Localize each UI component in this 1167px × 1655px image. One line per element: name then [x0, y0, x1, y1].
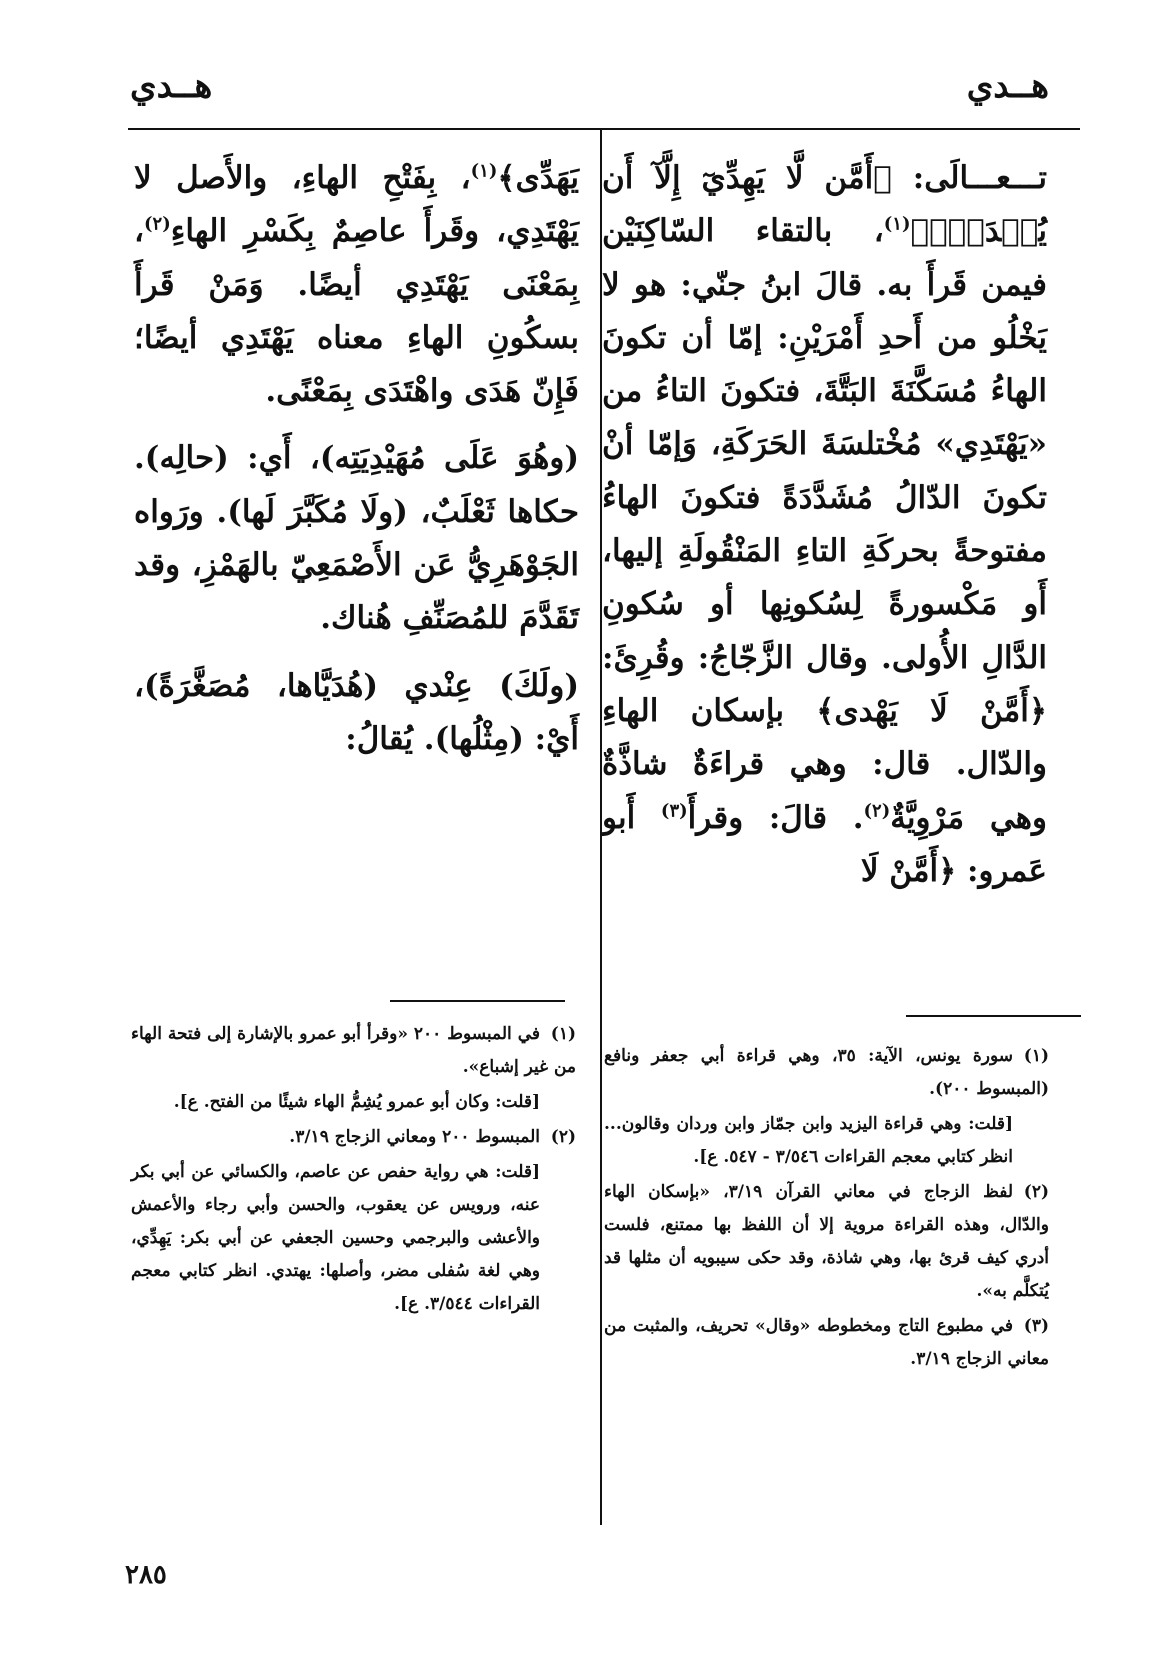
body-text: ، بِمَعْنَى يَهْتَدِي أيضًا. وَمَنْ قَرأَ بسكُونِ الهاءِ معناه يَهْتَدِي أيضًا؛ فَإِنّ هَدَى واهْتَدَى بِمَعْنًى.: [134, 213, 579, 410]
right-column-paragraph: [602, 152, 1047, 898]
footnote-text: سورة يونس، الآية: ٣٥، وهي قراءة أبي جعفر ونافع (المبسوط ٢٠٠).: [604, 1046, 1049, 1099]
footnote: [131, 1018, 576, 1084]
footnote-rule-left: [390, 1000, 565, 1002]
body-text: ، بِفَتْحِ الهاءِ، والأَصل لا يَهْتَدِي، وقَرأَ عاصِمٌ بِكَسْرِ الهاءِ: [134, 160, 579, 250]
footnote-ref: (٢): [863, 800, 891, 822]
footnote-number: (١): [550, 1024, 576, 1044]
footnote-text: في المبسوط ٢٠٠ «وقرأ أبو عمرو بالإشارة إلى فتحة الهاء من غير إشباع».: [131, 1024, 576, 1077]
footnote-number: (١): [1023, 1046, 1050, 1066]
left-column-paragraph: (ولَكَ) عِنْدي (هُدَيَّاها، مُصَغَّرَةً)، أَيْ: (مِثْلُها). يُقالُ:: [134, 667, 579, 757]
footnote-ref: (١): [883, 213, 911, 235]
header-rule: [128, 128, 1080, 130]
footnote: [604, 1176, 1049, 1308]
left-column-paragraph: (وهُوَ عَلَى مُهَيْدِيَتِه)، أَي: (حالِه). حكاها ثَعْلَبٌ، (ولَا مُكَبَّرَ لَها). ورَواه الجَوْهَرِيُّ عَن الأَصْمَعِيّ بالهَمْزِ، وقد تَقَدَّمَ للمُصَنِّفِ هُناك.: [134, 440, 579, 637]
footnote: [131, 1121, 576, 1154]
footnote: [604, 1310, 1049, 1376]
left-column-paragraph: [134, 152, 579, 418]
page-number: ٢٨٥: [125, 1560, 167, 1590]
footnote-continuation: [قلت: هي رواية حفص عن عاصم، والكسائي عن أبي بكر عنه، ورويس عن يعقوب، والحسن وأبي رجاء والأعمش والأعشى والبرجمي وحسين الجعفي عن أبي بكر: يَهِدِّي، وهي لغة سُفلى مضر، وأصلها: يهتدي. انظر كتابي معجم القراءات ٣/٥٤٤. ع].: [131, 1162, 540, 1314]
quran-quote: يَهَدِّى﴾: [497, 160, 579, 196]
footnote-text: لفظ الزجاج في معاني القرآن ٣/١٩، «بإسكان الهاء والدّال، وهذه القراءة مروية إلا أن اللفظ بها ممتنع، فلست أدري كيف قرئ بها، وهي شاذة، وقد حكى سيبويه أن مثلها قد يُتكلَّم به».: [604, 1182, 1049, 1301]
footnote-continuation: [قلت: وهي قراءة اليزيد وابن جمّاز وابن وردان وقالون... انظر كتابي معجم القراءات ٣/٥٤٦ - ٥٤٧. ع].: [604, 1114, 1013, 1167]
footnote: [604, 1040, 1049, 1106]
footnote-number: (٣): [1023, 1316, 1049, 1336]
footnote-number: (٢): [550, 1127, 576, 1147]
footnote-ref: (٢): [144, 213, 171, 235]
footnote-continuation: [قلت: وكان أبو عمرو يُشِمُّ الهاء شيئًا من الفتح. ع].: [173, 1092, 540, 1112]
footnote-number: (٢): [1023, 1182, 1049, 1202]
footnote-text: المبسوط ٢٠٠ ومعاني الزجاج ٣/١٩.: [289, 1127, 540, 1147]
footnote-ref: (٣): [660, 800, 688, 822]
body-text: . قالَ: وقرأَ: [687, 799, 864, 836]
footnote-ref: (١): [470, 160, 498, 182]
running-head-right: هــدي: [966, 66, 1049, 106]
right-column: [602, 152, 1047, 912]
footnote-rule-right: [906, 1015, 1081, 1017]
footnotes-right: [604, 1040, 1049, 1378]
left-column: [134, 152, 579, 780]
footnotes-left: [131, 1018, 576, 1323]
running-head-left: هــدي: [130, 66, 213, 106]
footnote-text: في مطبوع التاج ومخطوطه «وقال» تحريف، والمثبت من معاني الزجاج ٣/١٩.: [604, 1316, 1049, 1369]
body-text: أَبو عَمرو: ﴿أَمَّنْ لَا: [602, 799, 1047, 889]
body-text: ، بالتقاء السّاكِنَيْن فيمن قَرأَ به. قالَ ابنُ جنّي: هو لا يَخْلُو من أَحدِ أَمْرَيْنِ: إمّا أن تكونَ الهاءُ مُسَكَّنَةَ البَتَّةَ، فتكونَ التاءُ من «يَهْتَدِي» مُخْتلسَةَ الحَرَكَةِ، وَإمّا أنْ تكونَ الدّالُ مُشَدَّدَةً فتكونَ الهاءُ مفتوحةً بحركَةِ التاءِ المَنْقُولَةِ إليها، أَو مَكْسورةً لِسُكونِها أو سُكونِ الدَّالِ الأُولى. وقال الزَّجّاجُ: وقُرِئَ: ﴿أَمَّنْ لَا يَهْدى﴾ بإسكان الهاءِ والدّال. قال: وهي قراءَةٌ شاذَّةٌ وهي مَرْوِيَّةٌ: [602, 213, 1047, 836]
quran-quote: تـــعـــالَى: ﴿أَمَّن لَّا يَهِدِّيٓ إِلَّآ أَن يُهۡدَىٰۖ﴾: [602, 160, 1047, 250]
